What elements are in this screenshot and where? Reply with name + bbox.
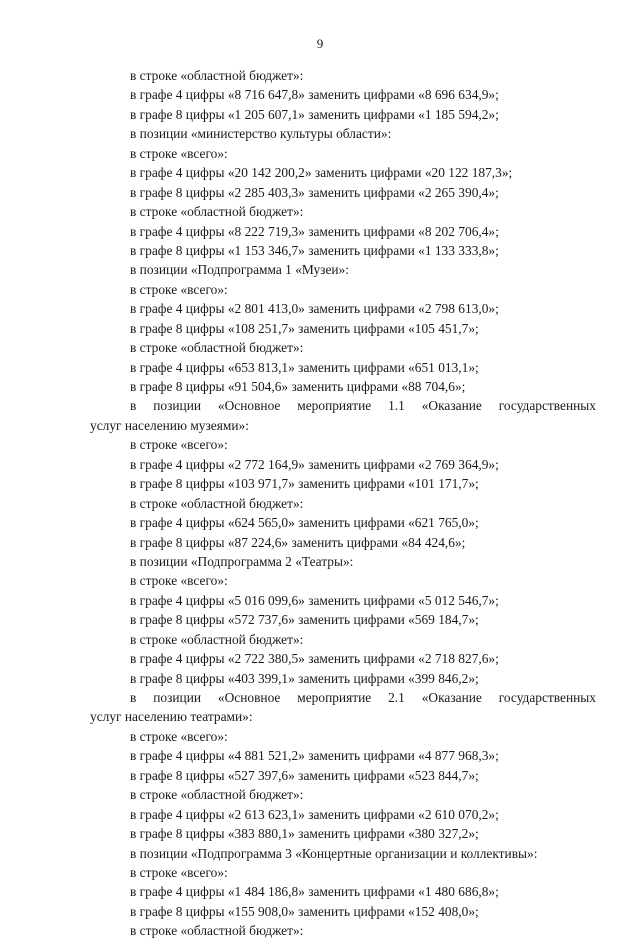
text-line: в позиции «Подпрограмма 2 «Театры»:: [130, 553, 354, 569]
text-line: в строке «всего»:: [130, 437, 228, 453]
text-line: в графе 4 цифры «5 016 099,6» заменить цифрами «5 012 546,7»;: [130, 592, 499, 608]
text-line: в строке «областной бюджет»:: [130, 204, 304, 220]
text-line: в строке «всего»:: [130, 573, 228, 589]
page-number: 9: [316, 36, 324, 51]
text-line: в строке «областной бюджет»:: [130, 68, 304, 83]
text-line: в позиции «Основное мероприятие 1.1 «Оказание государственных: [130, 398, 596, 414]
text-line: в графе 8 цифры «1 205 607,1» заменить цифрами «1 185 594,2»;: [130, 106, 499, 122]
document-body: [90, 66, 596, 941]
text-line: в позиции «министерство культуры области»:: [130, 126, 392, 142]
text-line: в позиции «Подпрограмма 1 «Музеи»:: [130, 262, 349, 278]
text-line: в позиции «Подпрограмма 3 «Концертные организации и коллективы»:: [130, 845, 538, 861]
text-line: услуг населению театрами»:: [90, 709, 253, 725]
text-line: в графе 4 цифры «20 142 200,2» заменить цифрами «20 122 187,3»;: [130, 165, 513, 181]
text-line: в строке «всего»:: [130, 145, 228, 161]
text-line: в графе 4 цифры «1 484 186,8» заменить цифрами «1 480 686,8»;: [130, 884, 499, 900]
text-line: в графе 8 цифры «1 153 346,7» заменить цифрами «1 133 333,8»;: [130, 242, 499, 258]
text-line: в графе 8 цифры «383 880,1» заменить цифрами «380 327,2»;: [130, 826, 479, 842]
text-line: в строке «всего»:: [130, 864, 228, 880]
text-line: в графе 4 цифры «2 722 380,5» заменить цифрами «2 718 827,6»;: [130, 651, 499, 667]
text-line: в графе 8 цифры «103 971,7» заменить цифрами «101 171,7»;: [130, 476, 479, 492]
text-line: в графе 4 цифры «8 716 647,8» заменить цифрами «8 696 634,9»;: [130, 87, 499, 103]
text-line: в строке «всего»:: [130, 728, 228, 744]
text-line: в строке «областной бюджет»:: [130, 340, 304, 356]
text-line: услуг населению музеями»:: [90, 417, 249, 433]
text-line: в строке «областной бюджет»:: [130, 495, 304, 511]
text-line: в графе 8 цифры «155 908,0» заменить цифрами «152 408,0»;: [130, 903, 479, 919]
text-line: в строке «всего»:: [130, 281, 228, 297]
text-line: в графе 8 цифры «527 397,6» заменить цифрами «523 844,7»;: [130, 767, 479, 783]
text-line: в строке «областной бюджет»:: [130, 787, 304, 803]
text-line: в графе 4 цифры «2 772 164,9» заменить цифрами «2 769 364,9»;: [130, 456, 499, 472]
text-line: в графе 4 цифры «624 565,0» заменить цифрами «621 765,0»;: [130, 515, 479, 531]
text-line: в графе 4 цифры «653 813,1» заменить цифрами «651 013,1»;: [130, 359, 479, 375]
text-line: в графе 4 цифры «4 881 521,2» заменить цифрами «4 877 968,3»;: [130, 748, 499, 764]
text-line: в графе 8 цифры «572 737,6» заменить цифрами «569 184,7»;: [130, 612, 479, 628]
text-line: в строке «областной бюджет»:: [130, 923, 304, 939]
text-line: в позиции «Основное мероприятие 2.1 «Оказание государственных: [130, 690, 596, 705]
text-line: в графе 4 цифры «2 613 623,1» заменить цифрами «2 610 070,2»;: [130, 806, 499, 822]
text-line: в графе 8 цифры «2 285 403,3» заменить цифрами «2 265 390,4»;: [130, 184, 499, 200]
text-line: в графе 8 цифры «108 251,7» заменить цифрами «105 451,7»;: [130, 320, 479, 336]
text-line: в строке «областной бюджет»:: [130, 631, 304, 647]
text-line: в графе 4 цифры «2 801 413,0» заменить цифрами «2 798 613,0»;: [130, 301, 499, 317]
text-line: в графе 8 цифры «87 224,6» заменить цифрами «84 424,6»;: [130, 534, 466, 550]
text-line: в графе 4 цифры «8 222 719,3» заменить цифрами «8 202 706,4»;: [130, 223, 499, 239]
text-line: в графе 8 цифры «91 504,6» заменить цифрами «88 704,6»;: [130, 379, 466, 394]
text-line: в графе 8 цифры «403 399,1» заменить цифрами «399 846,2»;: [130, 670, 479, 686]
